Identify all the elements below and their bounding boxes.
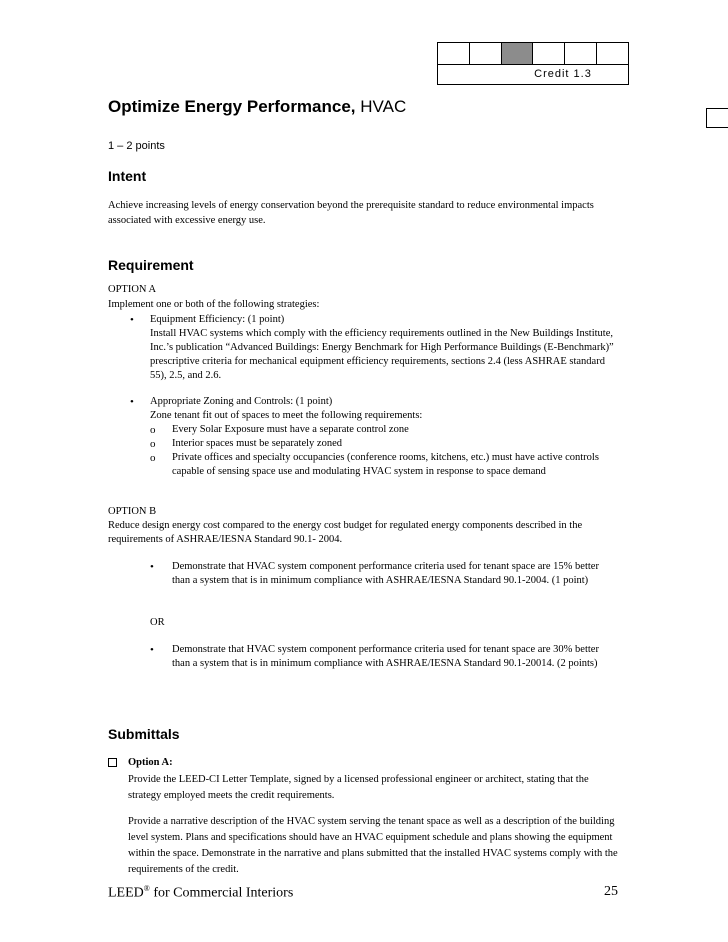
credit-cell <box>438 43 470 64</box>
title-rest: HVAC <box>355 97 407 116</box>
credit-progress-cells <box>438 43 628 65</box>
circle-bullet-icon: o <box>150 424 156 436</box>
footer-rest: for Commercial Interiors <box>149 885 294 901</box>
points: 1 – 2 points <box>108 140 165 152</box>
option-a-bullet2-title: Appropriate Zoning and Controls: (1 point) <box>150 396 333 407</box>
option-a-bullet2-text: Zone tenant fit out of spaces to meet the following requirements: <box>150 410 423 421</box>
option-a-label: OPTION A <box>108 284 157 295</box>
option-a-bullet1-text: Install HVAC systems which comply with the efficiency requirements outlined in the New Buildings Institute, Inc.’s publication “Advanced Buildings: Energy Benchmark for High Performance Buildings (E-Benchmark)” prescriptive criteria for mechanical equipment efficiency requirements, sections 2.4 (less ASHRAE standard 55), 2.5, and 2.6. <box>150 328 614 381</box>
credit-cell <box>470 43 502 64</box>
credit-box <box>437 42 629 85</box>
bullet-icon: • <box>130 314 134 326</box>
side-tab <box>706 108 728 128</box>
circle-bullet-icon: o <box>150 452 156 464</box>
option-b-label: OPTION B <box>108 506 157 517</box>
footer-title <box>108 884 293 902</box>
title-bold: Optimize Energy Performance, <box>108 97 356 116</box>
bullet-icon: • <box>150 561 154 573</box>
submittals-option-a-label: Option A: <box>128 757 173 768</box>
footer-leed: LEED <box>108 885 144 901</box>
option-b-bullet1: Demonstrate that HVAC system component performance criteria used for tenant space are 15% better than a system that is in minimum compliance with ASHRAE/IESNA Standard 90.1-2004. (1 point) <box>172 561 599 586</box>
intent-heading: Intent <box>108 168 147 184</box>
option-b-or: OR <box>150 617 165 628</box>
option-a-intro: Implement one or both of the following strategies: <box>108 299 320 310</box>
credit-cell <box>533 43 565 64</box>
checkbox-icon <box>108 758 117 767</box>
circle-bullet-icon: o <box>150 438 156 450</box>
option-a-sub1: Every Solar Exposure must have a separate control zone <box>172 424 409 435</box>
footer-reg: ® <box>143 884 150 893</box>
credit-cell <box>565 43 597 64</box>
requirement-heading: Requirement <box>108 257 194 273</box>
option-b-intro: Reduce design energy cost compared to the energy cost budget for regulated energy components described in the requirements of ASHRAE/IESNA Standard 90.1- 2004. <box>108 520 583 545</box>
credit-cell-active <box>502 43 534 64</box>
bullet-icon: • <box>150 644 154 656</box>
option-b-bullet2: Demonstrate that HVAC system component performance criteria used for tenant space are 30% better than a system that is in minimum compliance with ASHRAE/IESNA Standard 90.1-20014. (2 points) <box>172 644 599 669</box>
option-a-bullet1-title: Equipment Efficiency: (1 point) <box>150 314 285 325</box>
submittals-para1: Provide the LEED-CI Letter Template, signed by a licensed professional engineer or architect, stating that the strategy employed meets the credit requirements. <box>128 774 589 801</box>
page-number: 25 <box>604 884 618 899</box>
credit-label: Credit 1.3 <box>534 68 592 80</box>
credit-cell <box>597 43 628 64</box>
page-title <box>108 97 406 117</box>
intent-text: Achieve increasing levels of energy conservation beyond the prerequisite standard to reduce environmental impacts associated with excessive energy use. <box>108 200 594 226</box>
option-a-sub3: Private offices and specialty occupancies (conference rooms, kitchens, etc.) must have active controls capable of sensing space use and modulating HVAC system in response to space demand <box>172 452 599 477</box>
submittals-heading: Submittals <box>108 726 180 742</box>
option-a-sub2: Interior spaces must be separately zoned <box>172 438 342 449</box>
bullet-icon: • <box>130 396 134 408</box>
submittals-para2: Provide a narrative description of the HVAC system serving the tenant space as well as a description of the building level system. Plans and specifications should have an HVAC equipment schedule and plans showing the equipment within the space. Demonstrate in the narrative and plans submitted that the installed HVAC systems comply with the requirements of the credit. <box>128 816 618 875</box>
